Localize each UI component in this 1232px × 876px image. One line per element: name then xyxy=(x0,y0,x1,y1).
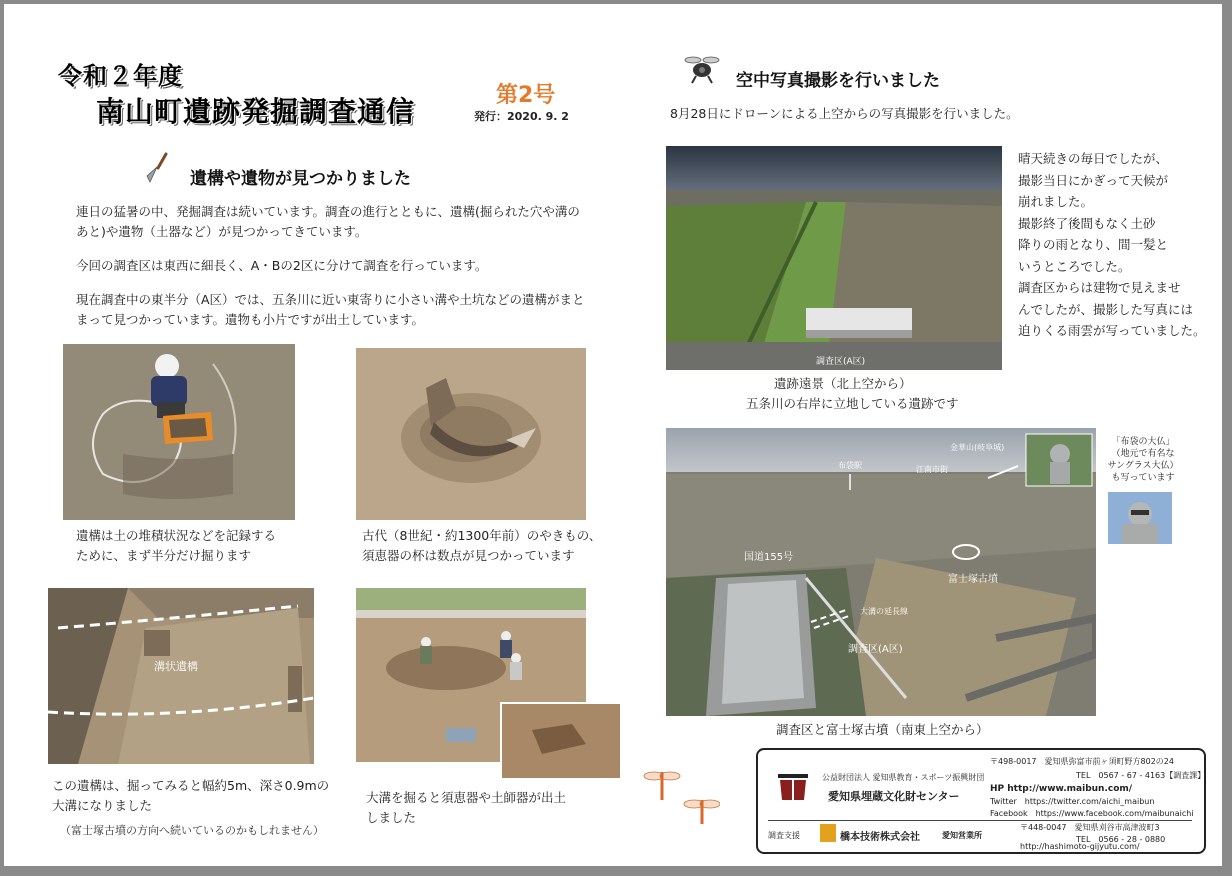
year-title: 令和２年度 xyxy=(58,62,183,90)
side-line: 調査区からは建物で見えませ xyxy=(1018,280,1181,295)
label-station: 布袋駅 xyxy=(838,461,862,470)
caption-aerial1-line1: 遺跡遠景（北上空から） xyxy=(774,376,912,391)
side-line: 撮影終了後間もなく土砂 xyxy=(1018,215,1156,231)
caption-photo3-note: （富士塚古墳の方向へ続いているのかもしれません） xyxy=(60,824,324,837)
buddha-note-line: サングラス大仏） xyxy=(1107,461,1179,471)
photo-buddha xyxy=(1108,492,1172,544)
center-logo xyxy=(776,768,810,802)
side-line: 撮影当日にかぎって天候が xyxy=(1018,172,1169,188)
side-line: 晴天続きの毎日でしたが、 xyxy=(1018,151,1169,166)
footer-divider xyxy=(768,820,1192,821)
buddha-note-line: 「布袋の大仏」 xyxy=(1111,437,1175,447)
tel-2: TEL 0566 - 28 - 0880 xyxy=(1076,835,1166,844)
caption-photo1-line2: ために、まず半分だけ掘ります xyxy=(76,548,252,563)
caption-aerial2: 調査区と富士塚古墳（南東上空から） xyxy=(776,722,989,737)
side-line: 迫りくる雨雲が写っていました。 xyxy=(1018,323,1206,338)
company-url[interactable]: http://hashimoto-gijyutu.com/ xyxy=(1020,842,1140,851)
label-route: 国道155号 xyxy=(744,552,794,563)
label-konan: 江南市街 xyxy=(916,465,948,474)
tel-1: TEL 0567 - 67 - 4163【調査課】 xyxy=(1076,771,1206,780)
address-1: 〒498-0017 愛知県弥富市前ヶ須町野方802の24 xyxy=(990,757,1174,766)
paragraph-1: 連日の猛暑の中、発掘調査は続いています。調査の進行とともに、遺構(掘られた穴や溝のあと)や遺物（土器など）が見つかってきています。 xyxy=(76,204,580,239)
label-extension: 大溝の延長線 xyxy=(860,607,908,616)
trowel-icon xyxy=(144,152,172,186)
caption-photo2-line1: 古代（8世紀・約1300年前）のやきもの、 xyxy=(362,528,602,543)
newsletter-page xyxy=(4,4,1222,866)
side-line: 降りの雨となり、間一髪と xyxy=(1018,237,1169,252)
caption-photo4-line2: しました xyxy=(366,810,417,825)
aerial-photo-north xyxy=(666,146,1002,370)
address-2: 〒448-0047 愛知県刈谷市高津波町3 xyxy=(1020,823,1160,832)
weather-side-text xyxy=(1018,148,1208,342)
issue-number: 第2号 xyxy=(496,83,556,108)
photo-sherd-inset xyxy=(500,702,622,780)
org-name: 愛知県埋蔵文化財センター xyxy=(828,790,960,803)
caption-photo1-line1: 遺構は土の堆積状況などを記録する xyxy=(76,528,277,543)
drone-icon xyxy=(684,52,720,86)
caption-photo3-line1: この遺構は、掘ってみると幅約5m、深さ0.9mの xyxy=(52,778,330,793)
caption-photo2-line2: 須恵器の杯は数点が見つかっています xyxy=(362,548,575,563)
photo-excavation-half xyxy=(63,344,295,520)
paragraph-3: 現在調査中の東半分（A区）では、五条川に近い東寄りに小さい溝や土坑などの遺構がまとまって見つかっています。遺物も小片ですが出土しています。 xyxy=(76,292,585,327)
aerial-intro: 8月28日にドローンによる上空からの写真撮影を行いました。 xyxy=(670,106,1019,121)
trench-label: 溝状遺構 xyxy=(154,660,198,673)
hp-link[interactable]: HP http://www.maibun.com/ xyxy=(990,784,1133,794)
label-kinka: 金華山(岐阜城) xyxy=(950,443,1005,452)
aerial1-area-label: 調査区(A区) xyxy=(816,357,866,367)
section-heading-finds: 遺構や遺物が見つかりました xyxy=(190,169,411,189)
facebook-link[interactable]: Facebook https://www.facebook.com/maibunaichi xyxy=(990,809,1194,818)
buddha-note-line: （地元で有名な xyxy=(1111,449,1175,459)
main-title: 南山町遺跡発掘調査通信 xyxy=(96,95,416,128)
footer-contact-box xyxy=(756,748,1206,854)
caption-photo3-line2: 大溝になりました xyxy=(52,798,153,813)
support-label: 調査支援 xyxy=(768,831,800,840)
label-kofun: 富士塚古墳 xyxy=(948,574,998,585)
buddha-note-line: も写っています xyxy=(1111,473,1175,483)
dragonfly-icon xyxy=(640,766,720,826)
label-area: 調査区(A区) xyxy=(848,644,903,655)
photo-pottery xyxy=(356,348,586,520)
section-heading-aerial: 空中写真撮影を行いました xyxy=(736,71,940,91)
side-line: んでしたが、撮影した写真には xyxy=(1018,301,1194,317)
buddha-note xyxy=(1098,436,1188,484)
org-prefix: 公益財団法人 愛知県教育・スポーツ振興財団 xyxy=(822,773,985,782)
photo-trench xyxy=(48,588,314,764)
side-line: いうところでした。 xyxy=(1018,258,1131,274)
company-branch: 愛知営業所 xyxy=(942,831,982,840)
paragraph-2: 今回の調査区は東西に細長く、A・Bの2区に分けて調査を行っています。 xyxy=(76,258,488,273)
twitter-link[interactable]: Twitter https://twitter.com/aichi_maibun xyxy=(990,797,1155,806)
caption-photo4-line1: 大溝を掘ると須恵器や土師器が出土 xyxy=(366,790,567,805)
company-logo xyxy=(820,824,836,842)
company-name: 橋本技術株式会社 xyxy=(840,832,920,843)
aerial-photo-southeast xyxy=(666,428,1096,716)
side-line: 崩れました。 xyxy=(1018,194,1094,209)
caption-aerial1-line2: 五条川の右岸に立地している遺跡です xyxy=(746,396,959,411)
publish-date: 発行：2020. 9. 2 xyxy=(474,110,569,123)
